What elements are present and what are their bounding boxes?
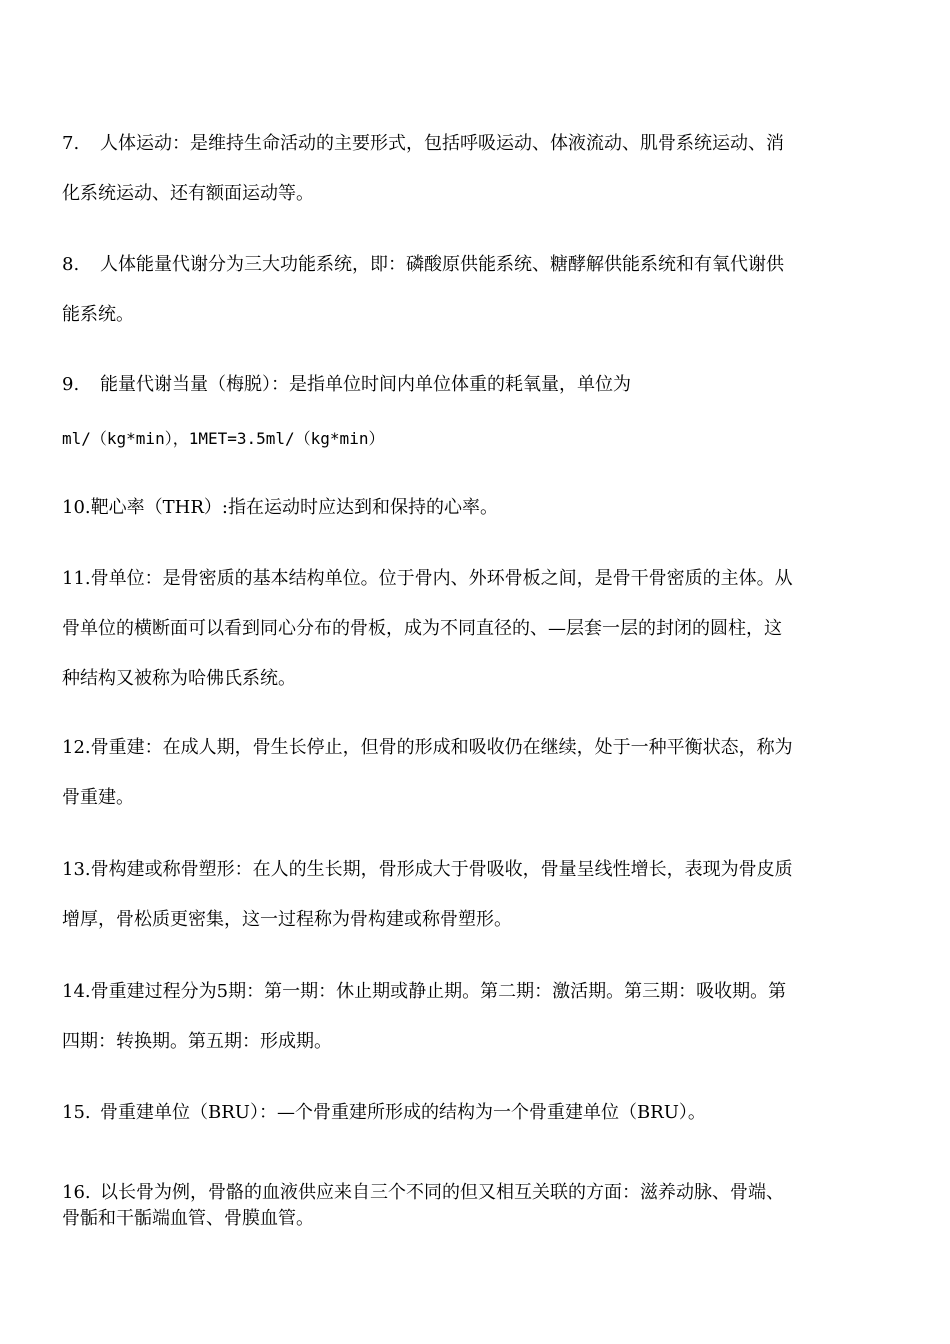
- item-number: 13.: [62, 859, 91, 880]
- list-item-14: [62, 967, 892, 1067]
- item-text-line: 化系统运动、还有额面运动等。: [62, 183, 314, 204]
- list-item-10: [62, 483, 892, 533]
- item-text-line: 骨单位：是骨密质的基本结构单位。位于骨内、外环骨板之间，是骨干骨密质的主体。从: [90, 568, 793, 589]
- item-number: 15.: [62, 1102, 91, 1123]
- list-item-13: [62, 845, 892, 945]
- list-item-15: [62, 1088, 892, 1138]
- item-text-line: 增厚，骨松质更密集，这一过程称为骨构建或称骨塑形。: [62, 909, 512, 930]
- item-text-line: 能系统。: [62, 304, 134, 325]
- item-text-line: 骨重建单位（BRU）：—个骨重建所形成的结构为一个骨重建单位（BRU）。: [100, 1102, 706, 1123]
- item-text-line: 骨骺和干骺端血管、骨膜血管。: [62, 1208, 314, 1229]
- list-item-12: [62, 723, 892, 823]
- item-text-line: 骨重建过程分为5期：第一期：休止期或静止期。第二期：激活期。第三期：吸收期。第: [90, 981, 787, 1002]
- item-text-line: 四期：转换期。第五期：形成期。: [62, 1031, 332, 1052]
- list-item-7: [62, 119, 892, 219]
- item-text-line: 以长骨为例，骨骼的血液供应来自三个不同的但又相互关联的方面：滋养动脉、骨端、: [100, 1182, 784, 1203]
- item-text-line: 靶心率（THR）:指在运动时应达到和保持的心率。: [90, 497, 498, 518]
- item-number: 14.: [62, 981, 91, 1002]
- item-number: 16.: [62, 1182, 91, 1203]
- item-text-line: 骨重建：在成人期，骨生长停止，但骨的形成和吸收仍在继续，处于一种平衡状态，称为: [90, 737, 793, 758]
- item-text-line: 人体能量代谢分为三大功能系统，即：磷酸原供能系统、糖酵解供能系统和有氧代谢供: [100, 254, 784, 275]
- list-item-9: [62, 360, 892, 464]
- list-item-8: [62, 240, 892, 340]
- item-number: 8.: [62, 254, 80, 275]
- item-text-line: 人体运动：是维持生命活动的主要形式，包括呼吸运动、体液流动、肌骨系统运动、消: [100, 133, 784, 154]
- item-number: 9.: [62, 374, 80, 395]
- item-text-line: 骨单位的横断面可以看到同心分布的骨板，成为不同直径的、—层套一层的封闭的圆柱，这: [62, 618, 782, 639]
- item-text-line: 骨重建。: [62, 787, 134, 808]
- list-item-16: [62, 1180, 892, 1232]
- item-number: 12.: [62, 737, 91, 758]
- item-number: 11.: [62, 568, 91, 589]
- item-text-line: 骨构建或称骨塑形：在人的生长期，骨形成大于骨吸收，骨量呈线性增长，表现为骨皮质: [90, 859, 793, 880]
- item-text-line: 种结构又被称为哈佛氏系统。: [62, 668, 296, 689]
- item-text-line: 能量代谢当量（梅脱）：是指单位时间内单位体重的耗氧量，单位为: [100, 374, 631, 395]
- item-text-line: ml/（kg*min），1MET=3.5ml/（kg*min）: [62, 429, 385, 448]
- item-number: 10.: [62, 497, 91, 518]
- item-number: 7.: [62, 133, 80, 154]
- list-item-11: [62, 554, 892, 704]
